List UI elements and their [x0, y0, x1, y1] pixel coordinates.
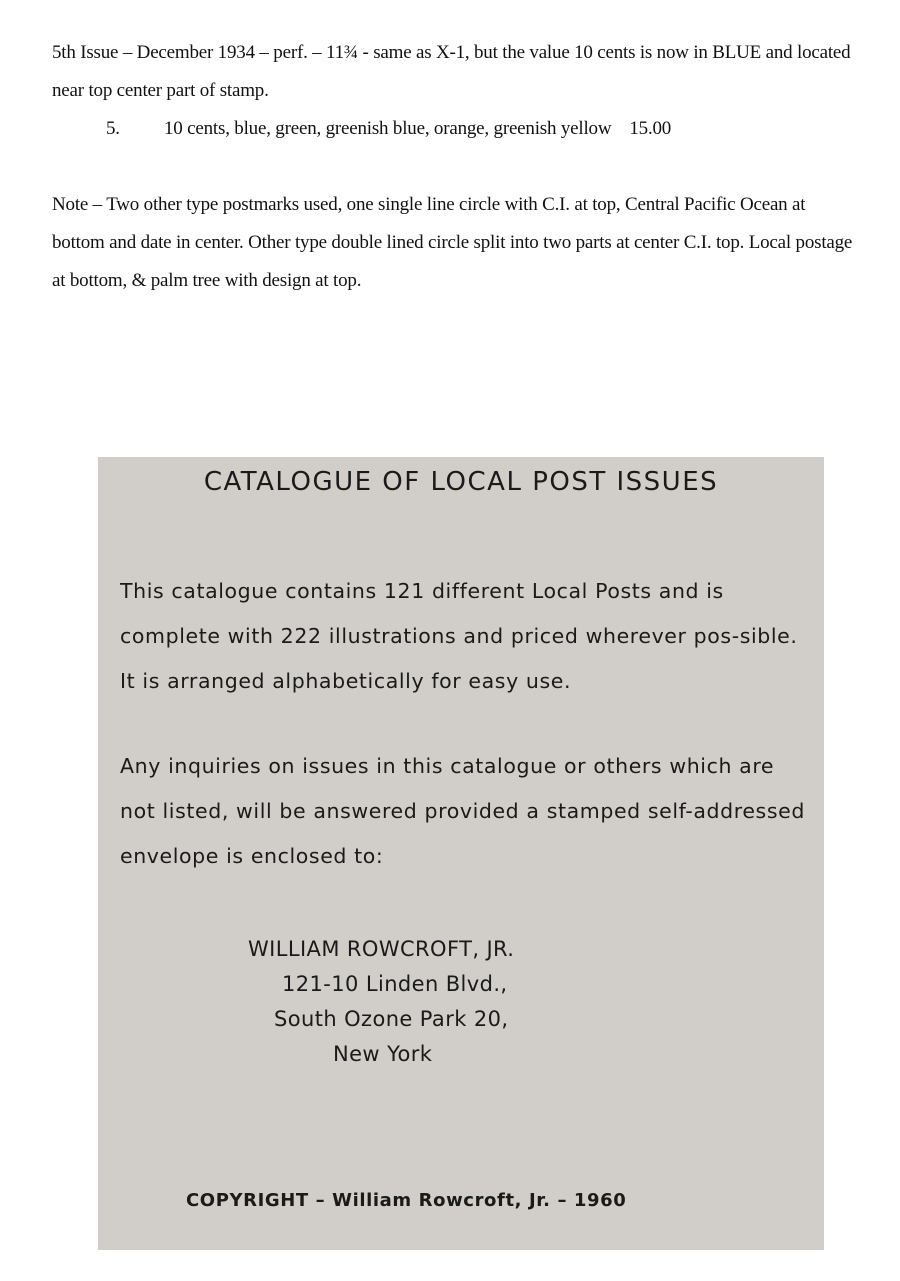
catalogue-title: CATALOGUE OF LOCAL POST ISSUES	[203, 467, 719, 497]
address-state: New York	[333, 1042, 433, 1066]
document-text	[52, 34, 862, 300]
item-price: 15.00	[629, 118, 672, 139]
address-city: South Ozone Park 20,	[274, 1007, 509, 1031]
note-paragraph: Note – Two other type postmarks used, one single line circle with C.I. at top, Central Pacific Ocean at bottom and date in center. Other type double lined circle split into two parts at center C.I. top. Local postage at bottom, & palm tree with design at top.	[52, 194, 853, 291]
item-description: 10 cents, blue, green, greenish blue, orange, greenish yellow	[164, 118, 612, 139]
issue-description: 5th Issue – December 1934 – perf. – 11¾ - same as X-1, but the value 10 cents is now in BLUE and located near top center part of stamp.	[52, 42, 851, 101]
issue-item-row	[52, 110, 862, 148]
catalogue-description: This catalogue contains 121 different Local Posts and is complete with 222 illustrations and priced wherever pos-sible. It is arranged alphabetically for easy use.	[120, 579, 798, 693]
mailing-address	[198, 932, 598, 1072]
scanned-catalogue-page	[98, 457, 824, 1250]
inquiries-paragraph: Any inquiries on issues in this catalogue or others which are not listed, will be answered provided a stamped self-addressed envelope is enclosed to:	[120, 754, 805, 868]
item-number: 5.	[106, 118, 120, 139]
copyright-notice: COPYRIGHT – William Rowcroft, Jr. – 1960	[186, 1190, 627, 1211]
address-street: 121-10 Linden Blvd.,	[282, 972, 508, 996]
address-name: WILLIAM ROWCROFT, JR.	[248, 937, 515, 961]
